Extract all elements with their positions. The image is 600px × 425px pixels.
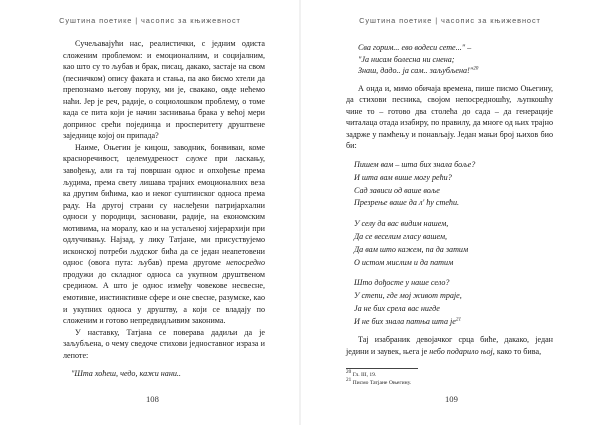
- verse-line: И шта вам више могу рећи?: [354, 172, 452, 182]
- verse-line: У степи, где мој живот траје,: [354, 291, 462, 301]
- footnote-rule: [346, 368, 418, 369]
- paragraph: Наиме, Оњегин је кицош, заводник, бонвиван, коме красноречивост, целемудреност служе при ласкању, завођењу, али га тај површан однос и опхођење према људима, према свету лишава трајних емоционалних веза ка другим бићима, као и неког суштинског односа према раду. На другој страни су наслеђени патријархални односи у породици, засновани, радије, на економским мотивима, на моралу, као и на устаљеној хијерархији при одлучивању. Најзад, у лику Татјане, ми присуствујемо исконској потреби људског бића да се један неапетовени однос (овога пута: љубав) према другоме непосредно продужи до складног односа са укупном друштвеном средином. А што је однос између човекове несвесне, емотивне, инстинктивне сфере и оне свесне, разумске, као и укупних односа у друштву, а који се владају по сложеним и готово непредвидљивим законима.: [63, 142, 265, 326]
- verse-line: Да вам што кажем, па да затим: [354, 244, 469, 254]
- verse-line: Ја не бих срела вас нигде: [354, 303, 440, 313]
- paragraph: Тај изабраник девојачког срца биће, дакако, један једини и заувек, њега је небо подарило њој, како то бива,: [346, 335, 553, 357]
- verse-line: Знаш, дадо.. ја сам.. заљубљена!"$^{20}$: [358, 65, 479, 76]
- verse-line: И не бих знала патња шта је$^{21}$: [354, 316, 462, 326]
- verse-line: Сад зависи од ваше воље: [354, 185, 440, 195]
- running-head-right: Суштина поетике | часопис за књижевност: [359, 16, 541, 25]
- verse-line: Презрење ваше да л' ћу стећи.: [354, 198, 460, 208]
- footnote-ref: 21: [455, 316, 462, 322]
- verse-line: Да се веселим гласу вашем,: [354, 231, 448, 241]
- emphasis: служе: [185, 154, 208, 164]
- stanza: [346, 159, 553, 210]
- footnotes: [346, 368, 466, 387]
- footnote: 20 Гл. III, 19.: [346, 369, 377, 378]
- verse-line: "Ја нисам болесна ни снена;: [358, 54, 455, 64]
- left-page-body: [63, 38, 265, 380]
- stanza: [346, 218, 553, 269]
- right-page: [300, 0, 600, 425]
- page-number-right: 109: [445, 394, 458, 404]
- verse-line: О истом мислим и да патим: [354, 257, 454, 267]
- paragraph: Сучељавајући нас, реалистички, с једним одиста сложеним проблемом: и емоционалним, и социјалним, као што су то љубав и брак, писац, дакако, застаје на свом (песничком) опису факата и стања, па ако бисмо хтели да препознамо његову поруку, ми је, свакако, овде нећемо наћи. Јер је реч, радије, о социолошком проблему, о томе када се пита који је начин заснивања брака у већој мери допринос срећи појединца и просперитету друштвене заједнице којој он припада?: [63, 39, 265, 141]
- stanza: [346, 277, 553, 328]
- footnote-ref: 20: [473, 65, 479, 72]
- page-number-left: 108: [146, 394, 159, 404]
- verse-line: Што дођосте у наше село?: [354, 278, 450, 288]
- running-head-left: Суштина поетике | часопис за књижевност: [59, 16, 241, 25]
- emphasis: небо подарило њој: [429, 347, 493, 357]
- verse-quote: "Шта хоћеш, чедо, кажи нани..: [71, 369, 181, 379]
- footnote: 21 Писмо Татјане Оњегину.: [346, 376, 412, 386]
- paragraph: А онда и, мимо обичаја времена, пише писмо Оњегину, да стихови песника, својом непосредношћу, љупкошћу чине то – готово два столећа до сада – да генерације читалаца отада изабиру, по правилу, да многе од њих трајно задрже у памћењу и понављају. Један мањи број њихов био би:: [346, 83, 553, 151]
- paragraph: У наставку, Татјана се поверава дадиљи да је заљубљена, о чему сведоче стихови једноставног израза и лепоте:: [63, 327, 265, 360]
- right-page-body: [346, 42, 553, 358]
- emphasis: непосредно: [226, 258, 265, 268]
- verse-line: Сва горим... ево водеси сете..." –: [358, 43, 472, 52]
- verse-line: У селу да вас видим нашем,: [354, 219, 449, 229]
- verse-line: Пишем вам – шта бих знала боље?: [354, 159, 476, 169]
